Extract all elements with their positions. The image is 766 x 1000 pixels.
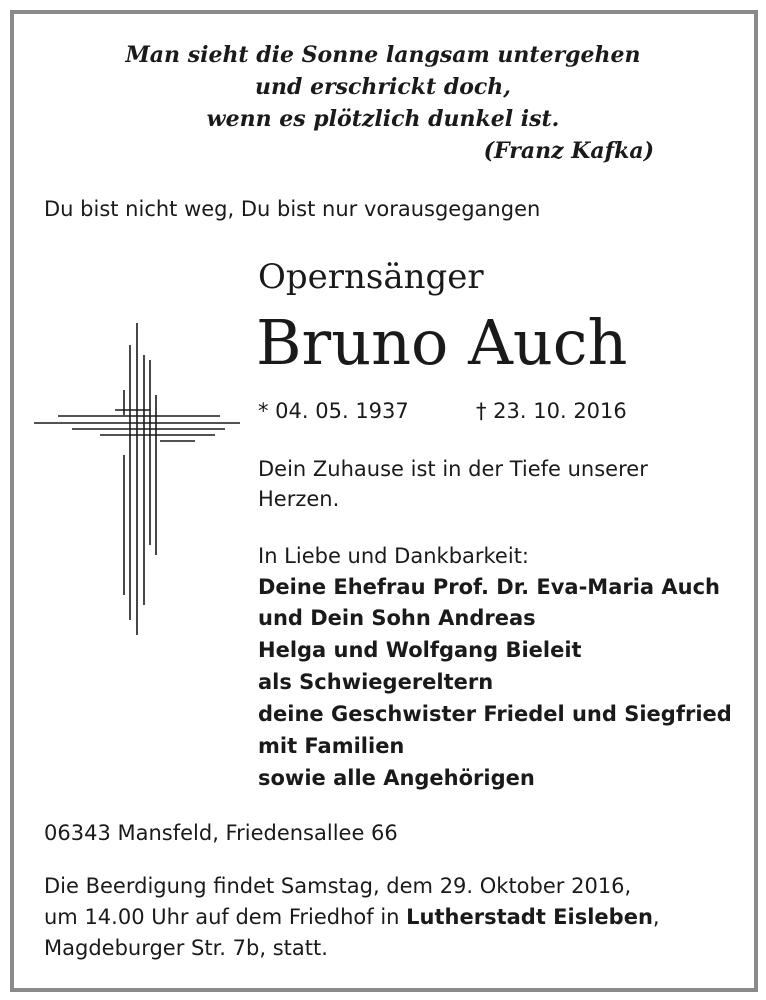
funeral-line-3: Magdeburger Str. 7b, statt. (44, 936, 328, 960)
mourner-line: mit Familien (258, 734, 405, 758)
funeral-location: Lutherstadt Eisleben (406, 905, 653, 929)
epitaph-line-1: Dein Zuhause ist in der Tiefe unserer (258, 457, 648, 481)
quote-line-2: und erschrickt doch, (255, 74, 511, 100)
mourner-line: sowie alle Angehörigen (258, 766, 535, 790)
cross-icon (20, 305, 240, 640)
mourner-line: als Schwiegereltern (258, 670, 494, 694)
mourner-line: deine Geschwister Friedel und Siegfried (258, 702, 732, 726)
funeral-line-2-suffix: , (652, 905, 660, 929)
mourner-line: Helga und Wolfgang Bieleit (258, 638, 582, 662)
quote-line-1: Man sieht die Sonne langsam untergehen (125, 42, 641, 68)
funeral-line-2 (44, 902, 660, 932)
funeral-line-1: Die Beerdigung findet Samstag, dem 29. Oktober 2016, (44, 874, 632, 898)
quote-line-3: wenn es plötzlich dunkel ist. (206, 106, 560, 132)
mourner-line: Deine Ehefrau Prof. Dr. Eva-Maria Auch (258, 575, 720, 599)
profession: Opernsänger (258, 257, 484, 297)
mourners-intro: In Liebe und Dankbarkeit: (258, 544, 530, 568)
birth-date: * 04. 05. 1937 (258, 399, 409, 423)
mourner-line: und Dein Sohn Andreas (258, 606, 536, 630)
deceased-name: Bruno Auch (256, 306, 628, 379)
address: 06343 Mansfeld, Friedensallee 66 (44, 821, 398, 845)
death-date: † 23. 10. 2016 (476, 399, 627, 423)
quote-author: (Franz Kafka) (483, 138, 654, 164)
epitaph-line-2: Herzen. (258, 487, 340, 511)
funeral-line-2-prefix: um 14.00 Uhr auf dem Friedhof in (44, 905, 407, 929)
motto: Du bist nicht weg, Du bist nur vorausgegangen (44, 197, 541, 221)
